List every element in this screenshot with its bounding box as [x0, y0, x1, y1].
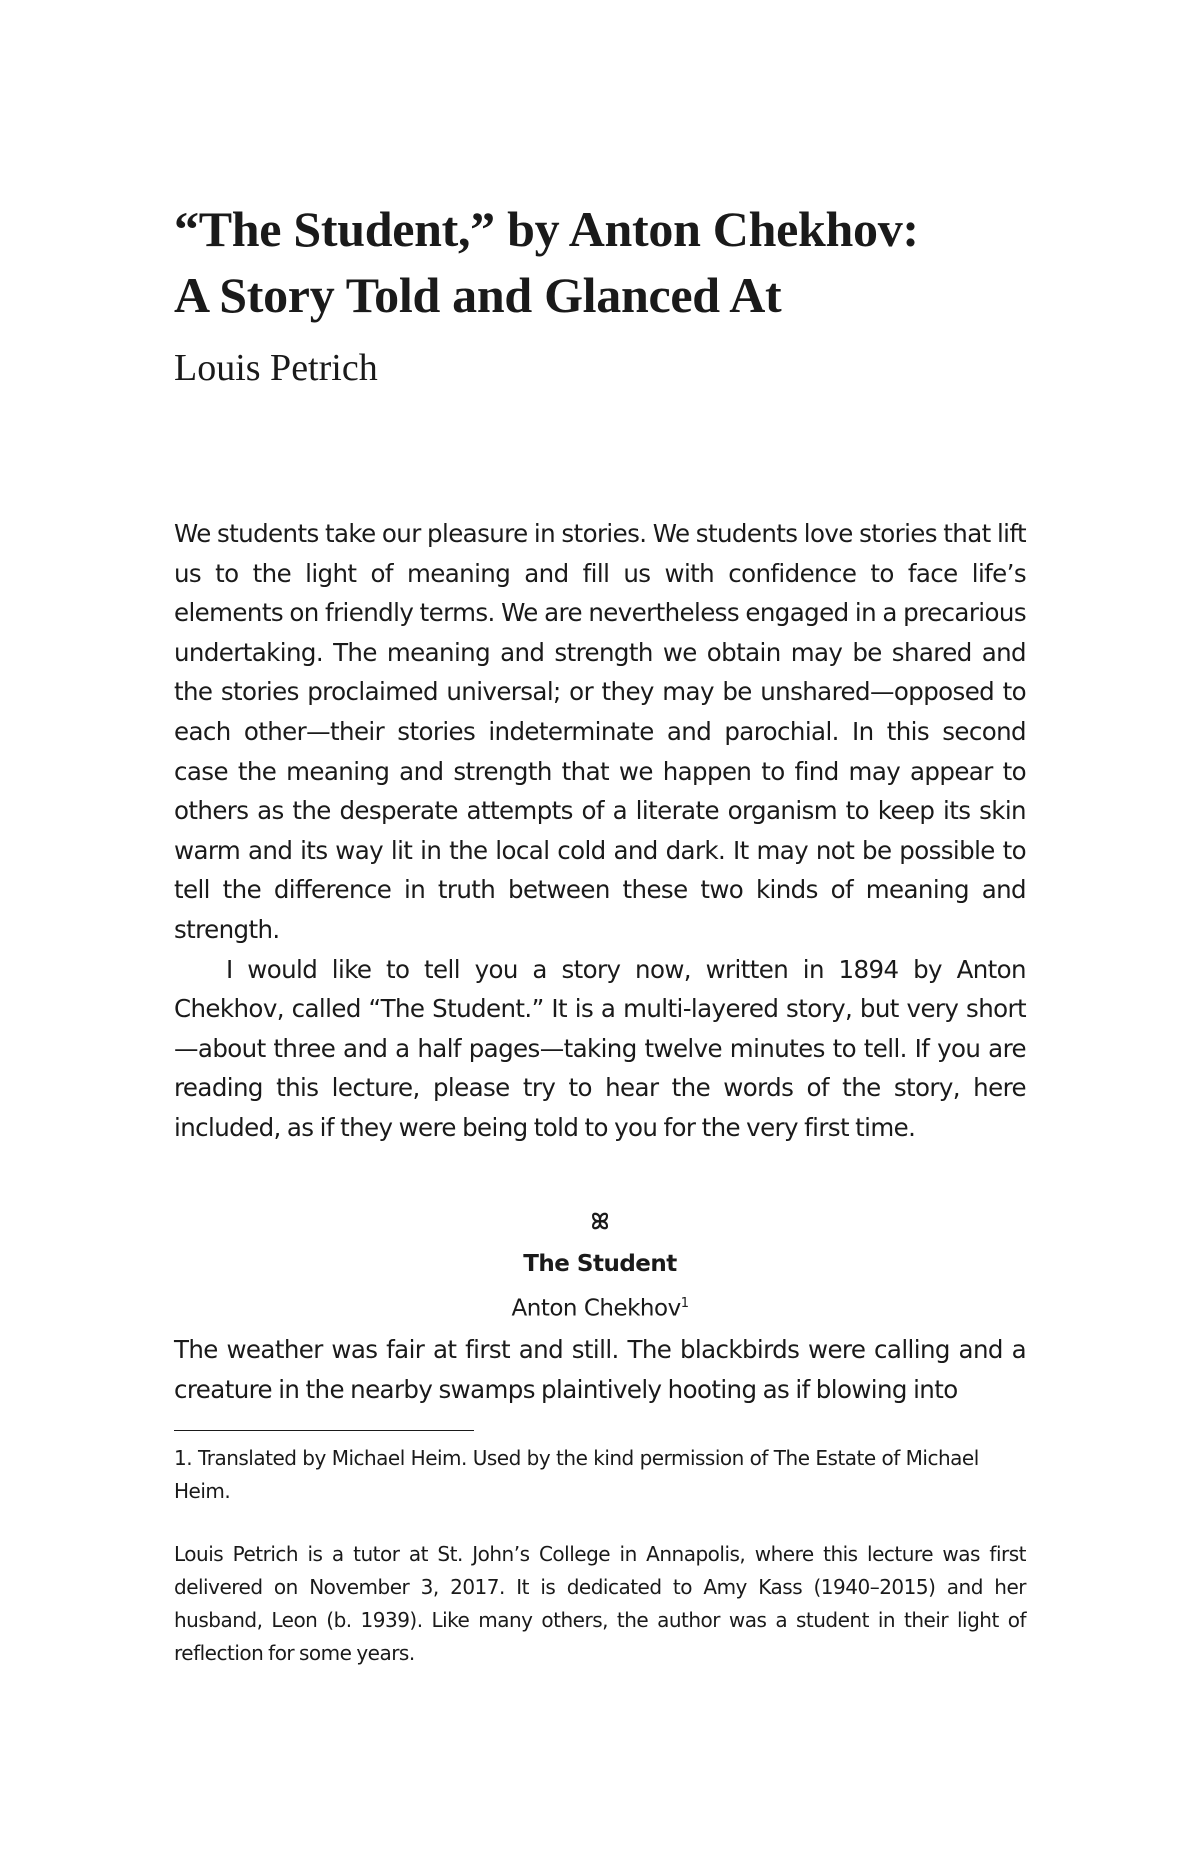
body-paragraph-2: I would like to tell you a story now, written in 1894 by Anton Chekhov, called “The Student.” It is a multi-layered story, but very short—about three and a half pages—taking twelve minutes to tell. If you are reading this lecture, please try to hear the words of the story, here included, as if they were being told to you for the very first time.	[174, 954, 1026, 1142]
article-title	[174, 196, 1026, 328]
document-page	[174, 0, 1026, 1855]
section-break-icon: ꕤ	[590, 1210, 610, 1235]
story-author-name: Anton Chekhov	[511, 1295, 681, 1322]
footnote-divider	[174, 1430, 474, 1431]
article-body	[174, 514, 1026, 1148]
footnote-marker: 1	[680, 1296, 689, 1311]
story-opening-text: The weather was fair at first and still. The blackbirds were calling and a creature in the nearby swamps plaintively hooting as if blowing into	[174, 1335, 1026, 1404]
story-title: The Student	[523, 1251, 677, 1277]
article-title-line-1: “The Student,” by Anton Chekhov:	[174, 201, 919, 257]
footnote-1: 1. Translated by Michael Heim. Used by the kind permission of The Estate of Michael Heim.	[174, 1446, 979, 1503]
body-paragraph-1: We students take our pleasure in stories. We students love stories that lift us to the light of meaning and fill us with confidence to face life’s elements on friendly terms. We are nevertheless engaged in a precarious undertaking. The meaning and strength we obtain may be shared and the stories proclaimed universal; or they may be unshared—opposed to each other—their stories indeterminate and parochial. In this second case the meaning and strength that we happen to find may appear to others as the desperate attempts of a literate organism to keep its skin warm and its way lit in the local cold and dark. It may not be possible to tell the difference in truth between these two kinds of meaning and strength.	[174, 519, 1026, 944]
story-author	[174, 1284, 1026, 1329]
article-title-line-2: A Story Told and Glanced At	[174, 267, 782, 323]
author-bio-note: Louis Petrich is a tutor at St. John’s College in Annapolis, where this lecture was first delivered on November 3, 2017. It is dedicated to Amy Kass (1940–2015) and her husband, Leon (b. 1939). Like many others, the author was a student in their light of reflection for some years.	[174, 1542, 1026, 1665]
article-author: Louis Petrich	[174, 347, 378, 389]
